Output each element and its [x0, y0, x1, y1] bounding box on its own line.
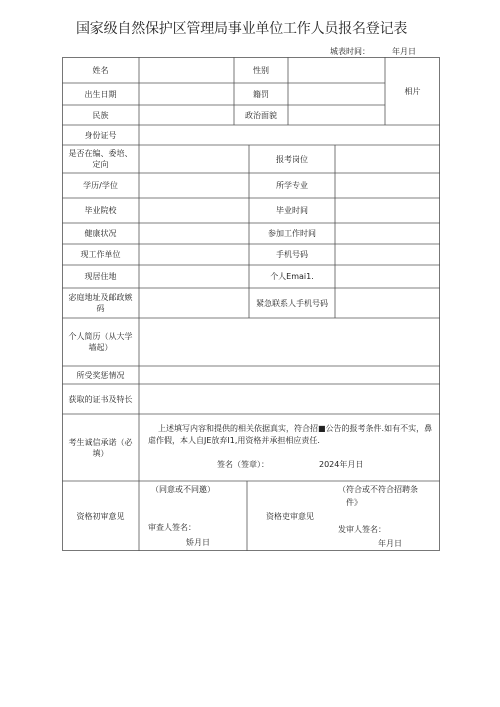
establishment-field[interactable] [139, 145, 249, 173]
label-resume: 个人简历（从大学 墙起） [68, 332, 133, 352]
name-field[interactable] [139, 57, 234, 83]
graduation-time-field[interactable] [335, 198, 440, 223]
label-political-status: 政治面貌 [245, 110, 277, 120]
label-birth-date: 出生日期 [84, 89, 117, 99]
graduate-school-field[interactable] [139, 198, 249, 223]
preliminary-date: 矫月日 [186, 538, 210, 547]
label-certificates: 获取的证书及特长 [68, 394, 133, 404]
major-field[interactable] [335, 173, 440, 198]
final-signer-label: 发审人签名： [338, 525, 386, 534]
awards-field[interactable] [139, 366, 440, 384]
home-address-field[interactable] [139, 288, 249, 318]
label-home-address: 宓庭地址及邮政嫉 码 [68, 293, 133, 313]
label-final-review: 资格吏审意见 [266, 511, 314, 521]
applied-position-field[interactable] [335, 145, 440, 173]
emergency-contact-field[interactable] [335, 288, 440, 318]
label-name: 姓名 [92, 65, 109, 75]
label-preliminary-review: 资格初审意见 [76, 511, 125, 521]
label-health: 健康状况 [84, 229, 117, 238]
label-current-address: 现居住地 [84, 272, 117, 281]
gender-field[interactable] [288, 57, 385, 83]
political-status-field[interactable] [288, 105, 385, 125]
preliminary-signer-label: 审查人签名： [148, 523, 196, 532]
birth-date-field[interactable] [139, 83, 234, 105]
label-awards: 所受奖惩情况 [76, 370, 125, 380]
final-date: 年月日 [378, 539, 402, 548]
current-address-field[interactable] [139, 265, 249, 288]
label-current-employer: 现工作单位 [80, 250, 121, 259]
photo-box[interactable]: 相片 [404, 86, 421, 96]
registration-form [62, 57, 440, 551]
fill-time-value: 年月日 [392, 47, 416, 56]
label-applied-position: 报考岗位 [276, 154, 308, 164]
label-email: 个人Emai1. [270, 272, 314, 281]
certificates-field[interactable] [139, 384, 440, 414]
label-integrity-pledge: 考生诚信承诺（必 填） [68, 437, 133, 458]
label-education: 学历/学位 [83, 181, 118, 190]
email-field[interactable] [335, 265, 440, 288]
label-emergency-contact: 紧急联系人手机号码 [256, 298, 328, 308]
label-establishment: 是否在编、委培、 定向 [68, 149, 133, 169]
final-options-line2: 件》 [346, 498, 362, 507]
work-start-time-field[interactable] [335, 223, 440, 244]
label-native-place: 籍罚 [253, 89, 269, 99]
education-field[interactable] [139, 173, 249, 198]
current-employer-field[interactable] [139, 244, 249, 265]
id-number-field[interactable] [139, 125, 440, 145]
label-mobile: 手机号码 [276, 250, 308, 259]
label-work-start-time: 参加工作时间 [268, 229, 316, 238]
pledge-date: 2024年月日 [319, 460, 364, 469]
health-field[interactable] [139, 223, 249, 244]
pledge-text: 上述填写内容和提供的相关依据真实，符合招■公告的报考条件.如有不实，鼻虐作假，本人自JE放弃I1,用资格并承担相应责任. [148, 424, 433, 445]
label-major: 所学专业 [276, 181, 308, 190]
ethnicity-field[interactable] [139, 105, 234, 125]
mobile-field[interactable] [335, 244, 440, 265]
preliminary-options: （同意或不同邀） [151, 485, 215, 494]
label-graduation-time: 毕业时间 [276, 206, 308, 215]
native-place-field[interactable] [288, 83, 385, 105]
fill-time-label: 城表时间： [330, 47, 370, 56]
fill-time [330, 46, 416, 57]
final-options-line1: （符合或不符合招聘条 [338, 485, 418, 494]
label-graduate-school: 毕业院校 [84, 206, 117, 215]
label-gender: 性别 [253, 65, 269, 75]
label-ethnicity: 民族 [92, 110, 109, 120]
resume-field[interactable] [139, 318, 440, 366]
pledge-signature-label: 签名（签章）： [217, 460, 269, 469]
label-id-number: 身份证号 [84, 130, 117, 140]
form-title: 国家级自然保护区管理局事业单位工作人员报名登记表 [76, 21, 408, 37]
